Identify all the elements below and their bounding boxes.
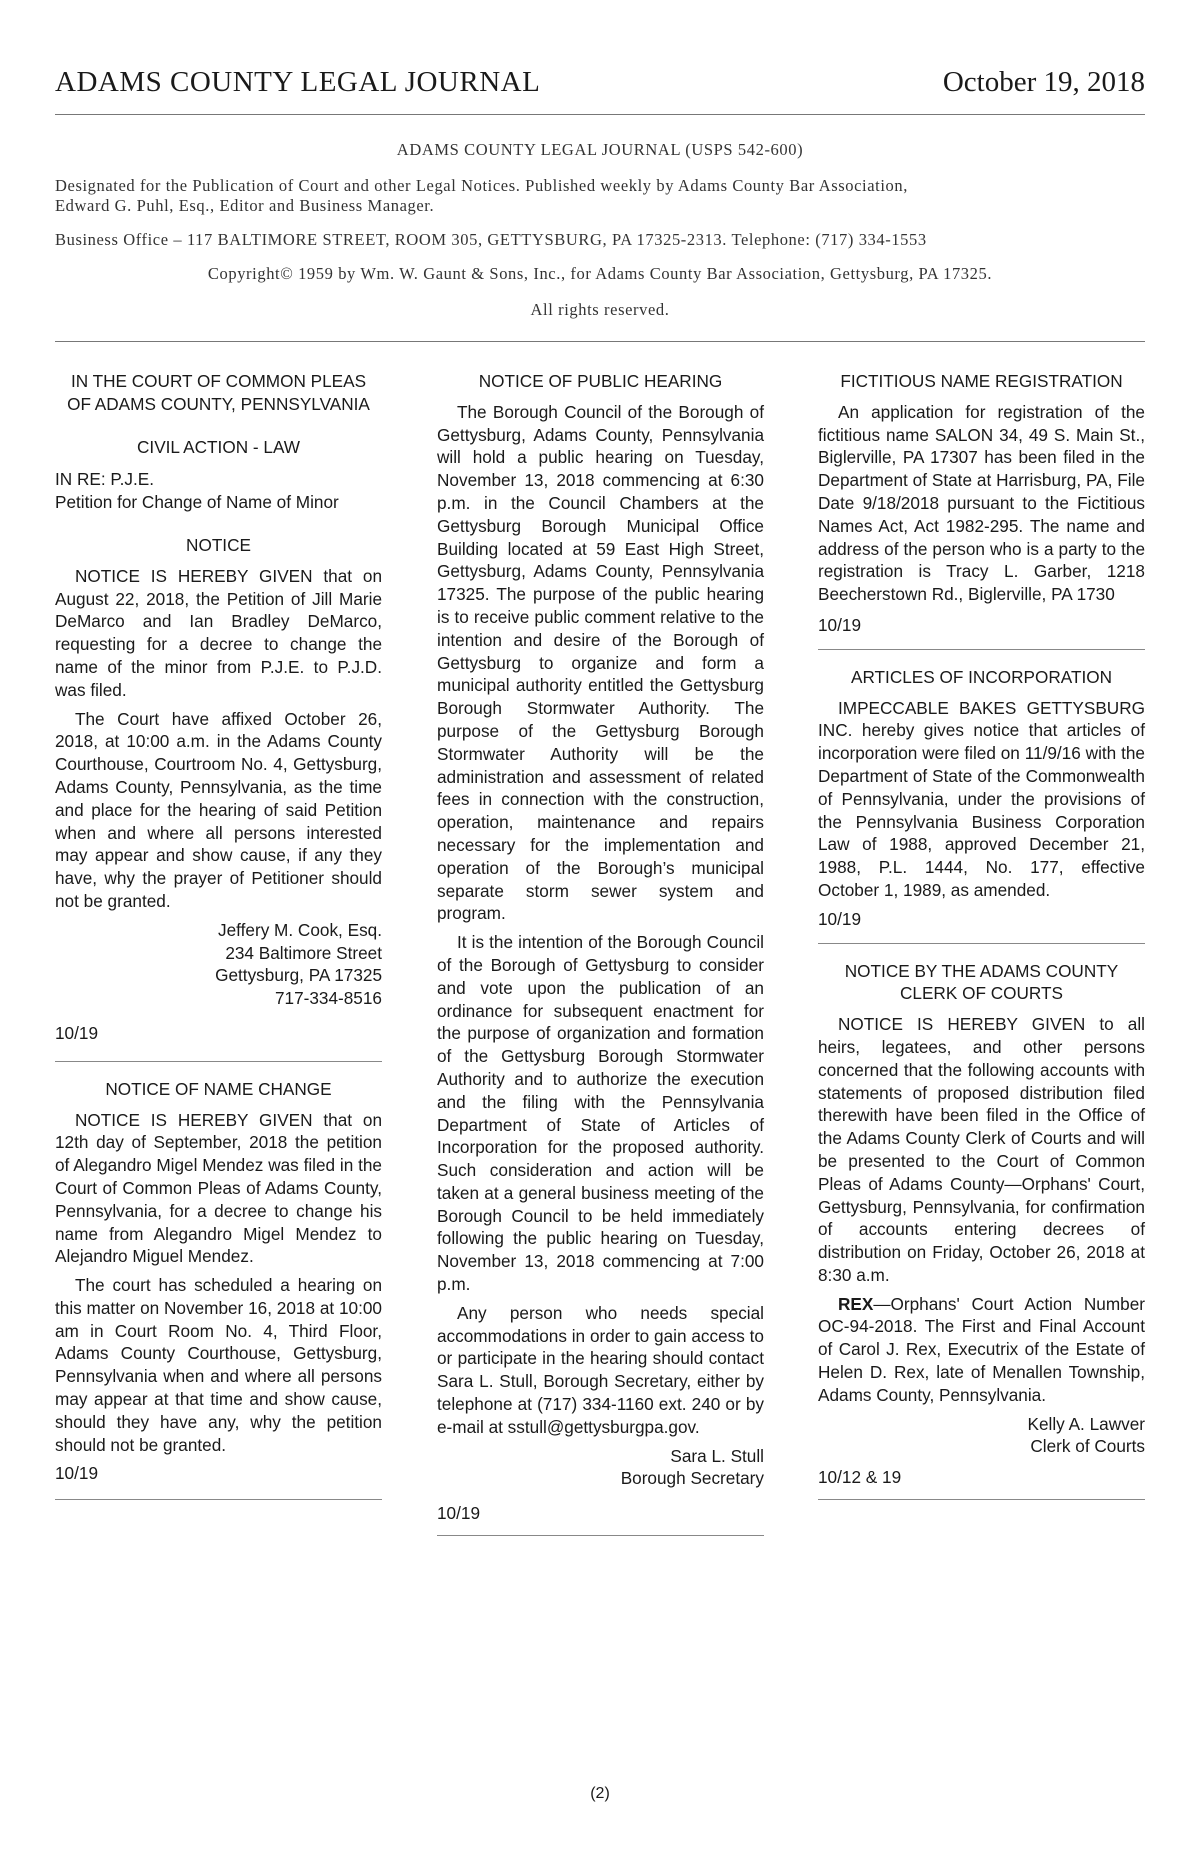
articles-of-incorporation	[818, 666, 1145, 931]
masthead-designation-line-1: Designated for the Publication of Court and other Legal Notices. Published weekly by Adams County Bar Association,	[55, 176, 908, 195]
column-2	[437, 370, 764, 1536]
civil-action-heading: CIVIL ACTION - LAW	[137, 436, 300, 457]
publication-date: 10/19	[818, 908, 862, 929]
notice-divider	[818, 649, 1145, 650]
notice-of-public-hearing	[437, 370, 764, 1525]
notice-title: NOTICE OF NAME CHANGE	[105, 1078, 332, 1099]
signature-line: Clerk of Courts	[1030, 1436, 1145, 1457]
notice-divider	[818, 943, 1145, 944]
masthead-usps-line: ADAMS COUNTY LEGAL JOURNAL (USPS 542-600)	[396, 140, 804, 159]
signature-line: 234 Baltimore Street	[225, 942, 382, 963]
publication-date: 10/19	[55, 1463, 99, 1484]
notice-title: ARTICLES OF INCORPORATION	[850, 666, 1113, 687]
notice-divider	[55, 1061, 382, 1062]
publication-date: 10/19	[55, 1022, 99, 1043]
notice-paragraph: IMPECCABLE BAKES GETTYSBURG INC. hereby gives notice that articles of incorporation were filed on 11/9/16 with the Department of State of the Commonwealth of Pennsylvania, under the provisions of the Pennsylvania Business Corporation Law of 1988, approved December 21, 1988, P.L. 1444, No. 177, effective October 1, 1989, as amended.	[818, 697, 1145, 900]
court-heading-line-2: OF ADAMS COUNTY, PENNSYLVANIA	[67, 393, 370, 414]
issue-date: October 19, 2018	[942, 66, 1145, 98]
journal-title: ADAMS COUNTY LEGAL JOURNAL	[55, 66, 541, 98]
header-divider	[55, 114, 1145, 115]
masthead-business-office: Business Office – 117 BALTIMORE STREET, ROOM 305, GETTYSBURG, PA 17325-2313. Telephone: (717) 334-1553	[55, 230, 927, 249]
masthead-copyright: Copyright© 1959 by Wm. W. Gaunt & Sons, Inc., for Adams County Bar Association, Gettysburg, PA 17325.	[207, 264, 993, 283]
publication-date: 10/12 & 19	[818, 1467, 902, 1488]
notice-petition-name-change-minor	[55, 370, 382, 1045]
petition-line: Petition for Change of Name of Minor	[55, 492, 339, 513]
notice-divider	[437, 1535, 764, 1536]
publication-date: 10/19	[437, 1503, 481, 1524]
notice-title-line-2: CLERK OF COURTS	[900, 983, 1063, 1004]
notice-paragraph: NOTICE IS HEREBY GIVEN that on 12th day of September, 2018 the petition of Alegandro Migel Mendez was filed in the Court of Common Pleas of Adams County, Pennsylvania, for a decree to change his name from Alegandro Migel Mendez to Alejandro Miguel Mendez.	[55, 1109, 382, 1267]
notice-paragraph: The Court have affixed October 26, 2018, at 10:00 a.m. in the Adams County Courthouse, Courtroom No. 4, Gettysburg, Adams County, Pennsylvania, as the time and place for the hearing of said Petition when and where all persons interested may appear and show cause, if any they have, why the prayer of Petitioner should not be granted.	[55, 708, 382, 911]
rex-account-paragraph	[818, 1293, 1145, 1407]
notice-title-line-1: NOTICE BY THE ADAMS COUNTY	[844, 960, 1119, 981]
notice-title: NOTICE	[186, 534, 251, 555]
fictitious-name-registration	[818, 370, 1145, 637]
court-heading-line-1: IN THE COURT OF COMMON PLEAS	[70, 371, 367, 391]
signature-line: Sara L. Stull	[670, 1445, 764, 1466]
signature-line: Gettysburg, PA 17325	[215, 965, 382, 986]
notice-divider	[818, 1499, 1145, 1500]
notice-title: FICTITIOUS NAME REGISTRATION	[840, 371, 1123, 391]
in-re-line: IN RE: P.J.E.	[55, 469, 155, 490]
notice-paragraph: The Borough Council of the Borough of Gettysburg, Adams County, Pennsylvania will hold a public hearing on Tuesday, November 13, 2018 commencing at 6:30 p.m. in the Council Chambers at the Gettysburg Borough Municipal Office Building located at 59 East High Street, Gettysburg, Adams County, Pennsylvania 17325. The purpose of the public hearing is to receive public comment relative to the intention and desire of the Borough of Gettysburg to organize and form a municipal authority entitled the Gettysburg Borough Stormwater Authority. The purpose of the Gettysburg Borough Stormwater Authority will be the administration and assessment of related fees in connection with the construction, operation, maintenance and repairs necessary for the implementation and operation of the Borough’s municipal separate storm sewer system and program.	[437, 401, 764, 924]
masthead-rights: All rights reserved.	[530, 300, 670, 319]
notice-of-name-change	[55, 1078, 382, 1486]
notice-paragraph: An application for registration of the fictitious name SALON 34, 49 S. Main St., Biglerville, PA 17307 has been filed in the Department of State at Harrisburg, PA, File Date 9/18/2018 pursuant to the Fictitious Names Act, Act 1982-295. The name and address of the person who is a party to the registration is Tracy L. Garber, 1218 Beecherstown Rd., Biglerville, PA 1730	[818, 401, 1145, 605]
estate-name: REX	[838, 1293, 874, 1314]
notice-divider	[55, 1499, 382, 1500]
column-3	[818, 370, 1145, 1500]
account-description: —Orphans' Court Action Number OC-94-2018. The First and Final Account of Carol J. Rex, Executrix of the Estate of Helen D. Rex, late of Menallen Township, Adams County, Pennsylvania.	[818, 1293, 1145, 1405]
signature-line: Jeffery M. Cook, Esq.	[218, 919, 382, 940]
column-1	[55, 370, 382, 1500]
notice-paragraph: Any person who needs special accommodations in order to gain access to or participate in the hearing should contact Sara L. Stull, Borough Secretary, either by telephone at (717) 334-1160 ext. 240 or by e-mail at sstull@gettysburgpa.gov.	[437, 1302, 764, 1437]
notice-clerk-of-courts	[818, 960, 1145, 1490]
notice-paragraph: NOTICE IS HEREBY GIVEN to all heirs, legatees, and other persons concerned that the following accounts with statements of proposed distribution filed therewith have been filed in the Office of the Adams County Clerk of Courts and will be presented to the Court of Common Pleas of Adams County—Orphans' Court, Gettysburg, Pennsylvania, for confirmation of accounts entering decrees of distribution on Friday, October 26, 2018 at 8:30 a.m.	[818, 1014, 1145, 1285]
signature-line: Borough Secretary	[620, 1468, 764, 1489]
signature-line: 717-334-8516	[274, 988, 382, 1009]
page-number: (2)	[590, 1785, 610, 1802]
masthead-divider	[55, 341, 1145, 342]
publication-date: 10/19	[818, 614, 862, 635]
notice-title: NOTICE OF PUBLIC HEARING	[478, 371, 723, 391]
masthead-designation-line-2: Edward G. Puhl, Esq., Editor and Business Manager.	[55, 196, 435, 215]
notice-paragraph: NOTICE IS HEREBY GIVEN that on August 22, 2018, the Petition of Jill Marie DeMarco and Ian Bradley DeMarco, requesting for a decree to change the name of the minor from P.J.E. to P.J.D. was filed.	[55, 565, 382, 700]
notice-paragraph: It is the intention of the Borough Council of the Borough of Gettysburg to consider and vote upon the publication of an ordinance for subsequent enactment for the purpose of organization and formation of the Gettysburg Borough Stormwater Authority and to authorize the execution and the filing with the Pennsylvania Department of State of Articles of Incorporation for the proposed authority. Such consideration and action will be taken at a general business meeting of the Borough Council to be held immediately following the public hearing on Tuesday, November 13, 2018 commencing at 7:00 p.m.	[437, 932, 764, 1295]
signature-line: Kelly A. Lawver	[1027, 1413, 1145, 1434]
running-head	[55, 66, 1145, 112]
notice-paragraph: The court has scheduled a hearing on this matter on November 16, 2018 at 10:00 am in Court Room No. 4, Third Floor, Adams County Courthouse, Gettysburg, Pennsylvania when and where all persons may appear at that time and show cause, should they have any, why the petition should not be granted.	[55, 1275, 382, 1455]
